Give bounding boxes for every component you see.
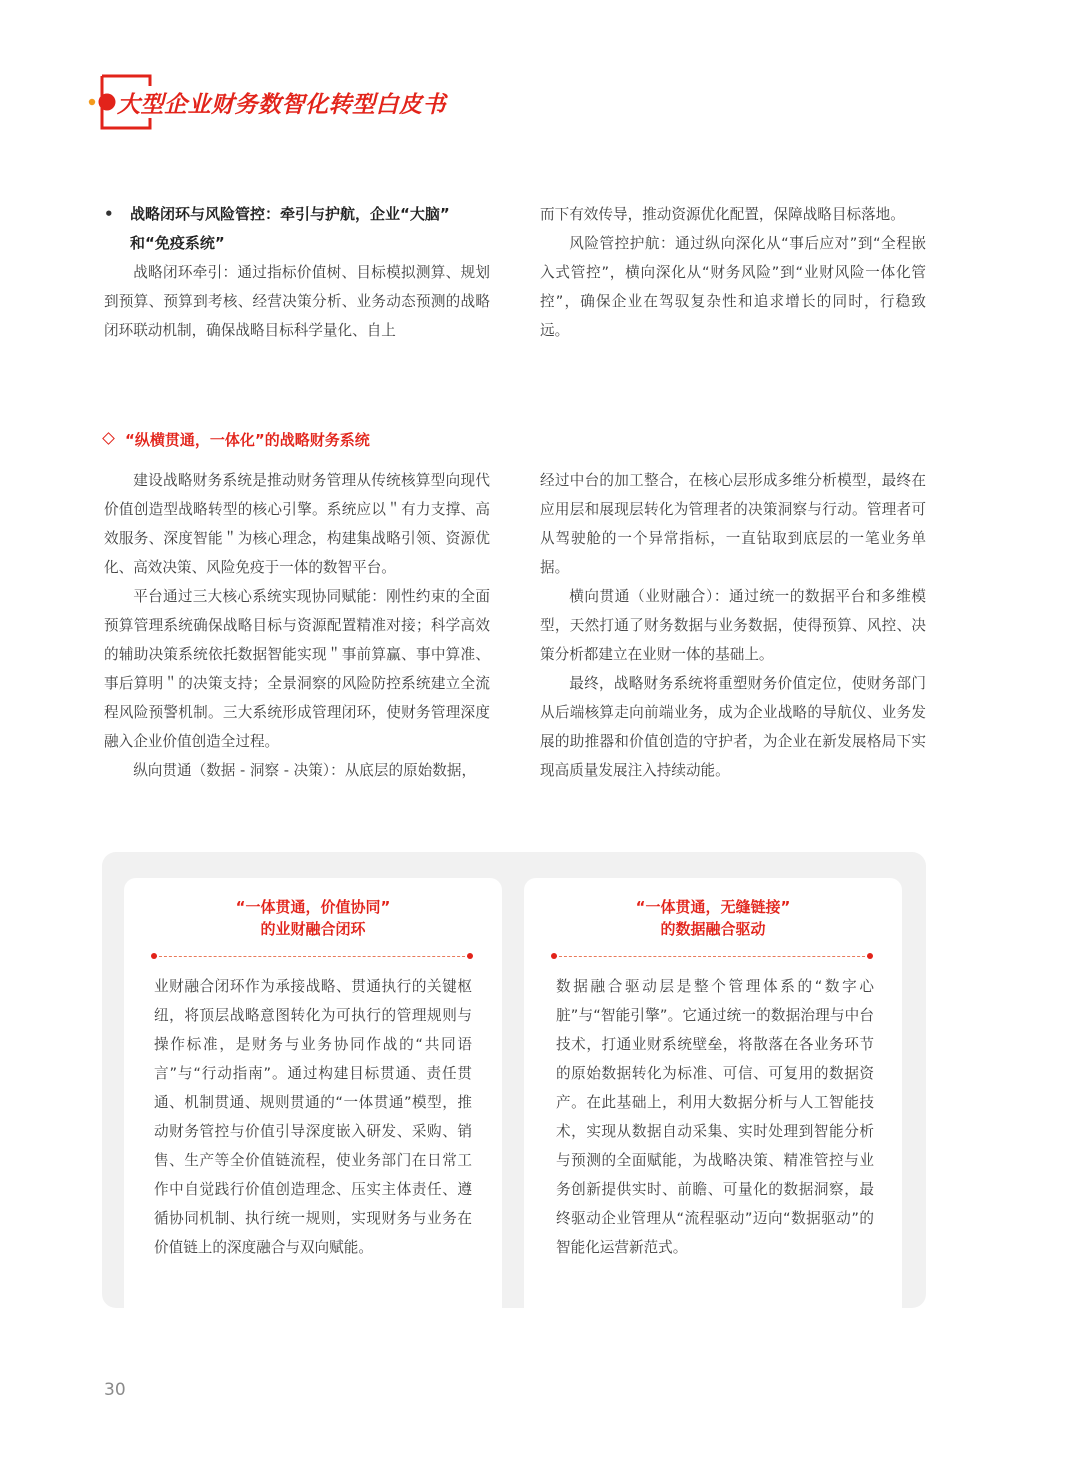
- divider-dot-icon: [467, 953, 473, 959]
- card-title: [524, 896, 902, 940]
- card-title: [124, 896, 502, 940]
- divider-dot-icon: [151, 953, 157, 959]
- document-title: 大型企业财务数智化转型白皮书: [117, 92, 446, 118]
- page-number: 30: [104, 1380, 126, 1400]
- divider-dot-icon: [551, 953, 557, 959]
- card-title-line2: 的数据融合驱动: [660, 920, 766, 938]
- bullet-heading-line2: 和“免疫系统”: [130, 234, 225, 252]
- card-body: 数据融合驱动层是整个管理体系的“数字心脏”与“智能引擎”。它通过统一的数据治理与中台技术，打通业财系统壁垒，将散落在各业务环节的原始数据转化为标准、可信、可复用的数据资产。在此基础上，利用大数据分析与人工智能技术，实现从数据自动采集、实时处理到智能分析与预测的全面赋能，为战略决策、精准管控与业务创新提供实时、前瞻、可量化的数据洞察，最终驱动企业管理从“流程驱动”迈向“数据驱动”的智能化运营新范式。: [556, 978, 874, 1256]
- dashed-divider: [554, 956, 870, 957]
- top-right-column: [540, 200, 926, 345]
- paragraph: 经过中台的加工整合，在核心层形成多维分析模型，最终在应用层和展现层转化为管理者的决策洞察与行动。管理者可从驾驶舱的一个异常指标，一直钻取到底层的一笔业务单据。: [540, 472, 926, 576]
- card-title-line1: “一体贯通，价值协同”: [235, 898, 391, 916]
- bullet-icon: •: [104, 205, 114, 223]
- card-body: 业财融合闭环作为承接战略、贯通执行的关键枢纽，将顶层战略意图转化为可执行的管理规则与操作标准，是财务与业务协同作战的“共同语言”与“行动指南”。通过构建目标贯通、责任贯通、机制贯通、规则贯通的“一体贯通”模型，推动财务管控与价值引导深度嵌入研发、采购、销售、生产等全价值链流程，使业务部门在日常工作中自觉践行价值创造理念、压实主体责任、遵循协同机制、执行统一规则，实现财务与业务在价值链上的深度融合与双向赋能。: [154, 978, 472, 1256]
- card-title-line1: “一体贯通，无缝链接”: [635, 898, 791, 916]
- paragraph: 纵向贯通（数据 - 洞察 - 决策）：从底层的原始数据，: [133, 762, 477, 779]
- section2-right-column: [540, 466, 926, 785]
- paragraph: 平台通过三大核心系统实现协同赋能：刚性约束的全面预算管理系统确保战略目标与资源配置精准对接；科学高效的辅助决策系统依托数据智能实现＂事前算赢、事中算准、事后算明＂的决策支持；全景洞察的风险防控系统建立全流程风险预警机制。三大系统形成管理闭环，使财务管理深度融入企业价值创造全过程。: [104, 588, 490, 750]
- callout-card-left: [124, 878, 502, 1308]
- section-heading-text: “纵横贯通，一体化”的战略财务系统: [125, 431, 370, 449]
- section2-left-column: [104, 466, 490, 785]
- paragraph: 最终，战略财务系统将重塑财务价值定位，使财务部门从后端核算走向前端业务，成为企业战略的导航仪、业务发展的助推器和价值创造的守护者，为企业在新发展格局下实现高质量发展注入持续动能。: [540, 675, 926, 779]
- top-left-column: [104, 200, 490, 345]
- bullet-heading-line1: 战略闭环与风险管控：牵引与护航，企业“大脑”: [130, 205, 450, 223]
- bullet-heading: [104, 200, 490, 258]
- card-title-line2: 的业财融合闭环: [260, 920, 366, 938]
- divider-dot-icon: [867, 953, 873, 959]
- diamond-icon: [102, 432, 115, 445]
- callout-card-right: [524, 878, 902, 1308]
- paragraph: 战略闭环牵引：通过指标价值树、目标模拟测算、规划到预算、预算到考核、经营决策分析、业务动态预测的战略闭环联动机制，确保战略目标科学量化、自上: [104, 264, 490, 339]
- paragraph: 风险管控护航：通过纵向深化从“事后应对”到“全程嵌入式管控”，横向深化从“财务风险”到“业财风险一体化管控”，确保企业在驾驭复杂性和追求增长的同时，行稳致远。: [540, 235, 926, 339]
- paragraph: 而下有效传导，推动资源优化配置，保障战略目标落地。: [540, 206, 905, 223]
- paragraph: 横向贯通（业财融合）：通过统一的数据平台和多维模型，天然打通了财务数据与业务数据，使得预算、风控、决策分析都建立在业财一体的基础上。: [540, 588, 926, 663]
- paragraph: 建设战略财务系统是推动财务管理从传统核算型向现代价值创造型战略转型的核心引擎。系统应以＂有力支撑、高效服务、深度智能＂为核心理念，构建集战略引领、资源优化、高效决策、风险免疫于一体的数智平台。: [104, 472, 490, 576]
- dashed-divider: [154, 956, 470, 957]
- section-heading: [104, 426, 370, 454]
